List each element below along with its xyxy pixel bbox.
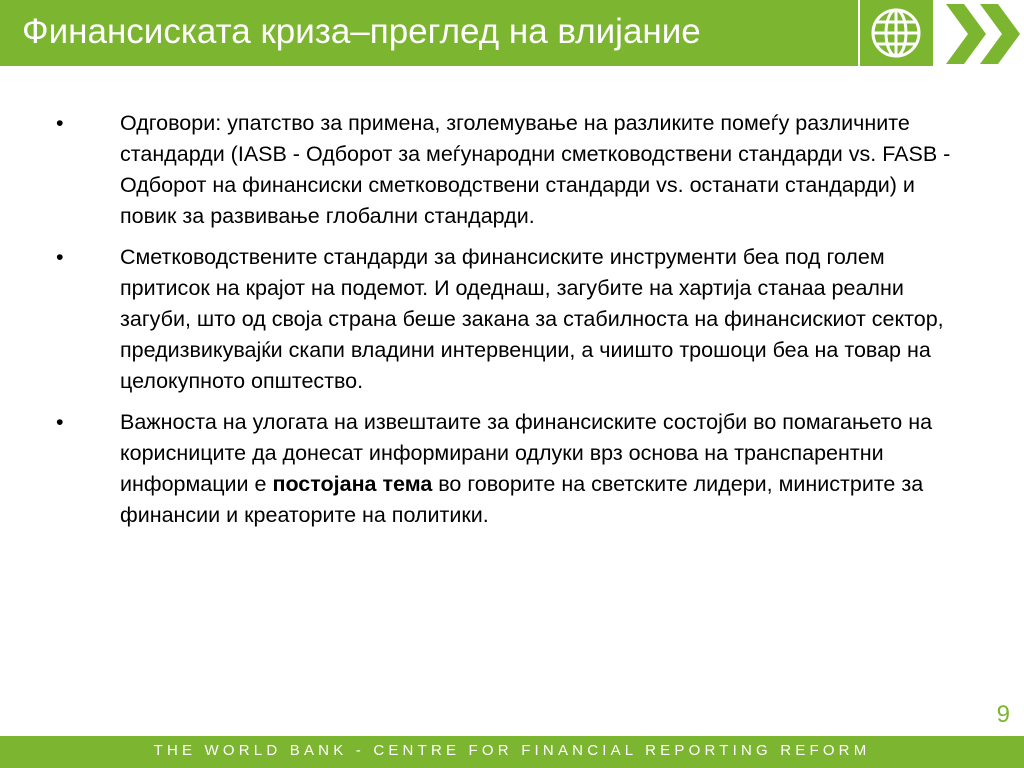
bullet-text: Одговори: упатство за примена, зголемување на разликите помеѓу различните стандарди (IASB - Одборот за меѓународни сметководствени стандарди vs. FASB - Одборот на финансиски сметководствени стандарди vs. останати стандарди) и повик за развивање глобални стандарди.: [120, 111, 951, 228]
bullet-text-part: Важноста на улогата на извештаите за финансиските состојби во помагањето на корисниците да донесат информирани одлуки врз основа на транспарентни информации е: [120, 410, 933, 496]
bullet-marker: •: [56, 410, 64, 434]
bullet-item: [56, 407, 966, 531]
bullet-text-part: во говорите на светските лидери, министрите за финансии и креаторите на политики.: [120, 472, 924, 527]
title-bar: [0, 0, 858, 66]
slide-title: Финансиската криза–преглед на влијание: [22, 12, 701, 51]
bullet-item: [56, 108, 966, 232]
world-bank-globe-icon: [870, 6, 922, 60]
footer-bar: [0, 736, 1024, 768]
bullet-marker: •: [56, 111, 64, 135]
bullet-text: [120, 407, 966, 531]
bullet-text-emphasis: постојана тема: [272, 472, 433, 496]
bullet-text: Сметководствените стандарди за финансиските инструменти беа под голем притисок на крајот на подемот. И одеднаш, загубите на хартија станаа реални загуби, што од своја страна беше закана за стабилноста на финансискиот сектор, предизвикувајќи скапи владини интервенции, а чиишто трошоци беа на товар на целокупното општество.: [120, 245, 944, 393]
logo: [860, 0, 933, 66]
bullet-item: [56, 242, 966, 397]
slide-number: 9: [996, 701, 1010, 728]
double-chevron-right-icon: [942, 2, 1022, 66]
bullet-marker: •: [56, 245, 64, 269]
bullet-list: [56, 108, 966, 541]
footer-text: THE WORLD BANK - CENTRE FOR FINANCIAL REPORTING REFORM: [153, 742, 871, 759]
